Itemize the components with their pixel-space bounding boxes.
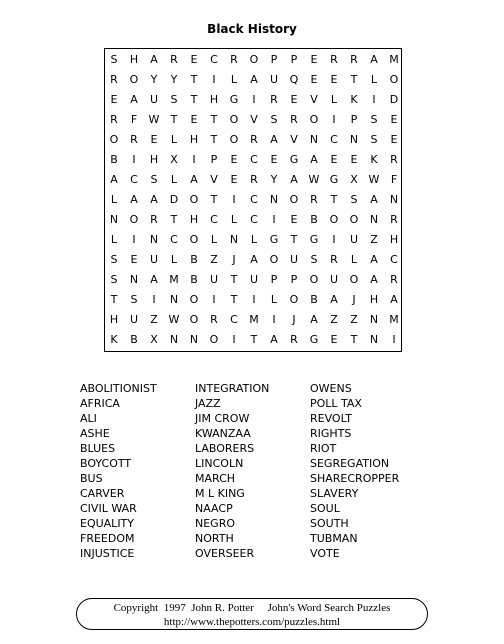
grid-letter: T: [190, 93, 198, 106]
grid-letter: E: [290, 93, 298, 106]
grid-row: [105, 250, 401, 270]
grid-letter: C: [230, 313, 238, 326]
grid-letter: R: [210, 313, 218, 326]
grid-letter: I: [152, 293, 156, 306]
grid-letter: Y: [150, 73, 158, 86]
grid-letter: N: [389, 193, 399, 206]
grid-letter: N: [109, 213, 119, 226]
grid-letter: T: [210, 133, 218, 146]
grid-letter: C: [210, 53, 218, 66]
grid-letter: B: [190, 253, 198, 266]
grid-row: [105, 130, 401, 150]
grid-letter: X: [150, 333, 158, 346]
word-item: KWANZAA: [195, 427, 251, 440]
grid-letter: F: [390, 173, 398, 186]
word-item: BUS: [80, 472, 103, 485]
grid-letter: H: [189, 213, 199, 226]
grid-letter: S: [170, 93, 178, 106]
grid-letter: P: [290, 273, 298, 286]
grid-letter: C: [130, 173, 138, 186]
grid-letter: B: [130, 333, 138, 346]
grid-letter: U: [149, 93, 159, 106]
word-item: BOYCOTT: [80, 457, 132, 470]
grid-letter: I: [332, 113, 336, 126]
grid-letter: H: [209, 93, 219, 106]
grid-letter: G: [269, 233, 279, 246]
grid-letter: R: [330, 53, 338, 66]
grid-letter: R: [350, 53, 358, 66]
word-item: RIGHTS: [310, 427, 352, 440]
grid-letter: M: [389, 53, 399, 66]
word-item: NEGRO: [195, 517, 236, 530]
grid-row: [105, 270, 401, 290]
grid-letter: U: [349, 233, 359, 246]
word-column: [310, 381, 399, 561]
grid-letter: U: [269, 73, 279, 86]
word-item: SOUTH: [310, 517, 349, 530]
grid-letter: A: [370, 193, 378, 206]
grid-letter: X: [350, 173, 358, 186]
grid-letter: T: [330, 193, 338, 206]
grid-row: [105, 50, 401, 70]
grid-letter: G: [309, 233, 319, 246]
grid-letter: H: [389, 233, 399, 246]
grid-letter: I: [392, 333, 396, 346]
grid-letter: T: [350, 333, 358, 346]
grid-letter: T: [230, 293, 238, 306]
word-item: SOUL: [310, 502, 340, 515]
grid-letter: I: [252, 293, 256, 306]
grid-letter: V: [310, 93, 318, 106]
word-item: JAZZ: [195, 397, 221, 410]
grid-letter: K: [350, 93, 358, 106]
grid-letter: L: [230, 73, 238, 86]
grid-letter: H: [149, 153, 159, 166]
grid-letter: A: [310, 153, 318, 166]
grid-letter: T: [290, 233, 298, 246]
grid-letter: N: [129, 273, 139, 286]
grid-letter: L: [170, 133, 178, 146]
word-item: INJUSTICE: [80, 547, 135, 560]
grid-letter: I: [212, 73, 216, 86]
grid-letter: I: [272, 213, 276, 226]
grid-letter: O: [249, 53, 259, 66]
grid-letter: B: [310, 213, 318, 226]
grid-letter: A: [130, 193, 138, 206]
grid-letter: R: [290, 333, 298, 346]
footer-box: [76, 598, 428, 630]
grid-letter: S: [130, 293, 138, 306]
grid-letter: Z: [330, 313, 338, 326]
grid-letter: S: [310, 253, 318, 266]
grid-row: [105, 310, 401, 330]
grid-letter: E: [290, 213, 298, 226]
letter-grid: [104, 48, 402, 352]
grid-letter: L: [170, 253, 178, 266]
grid-letter: G: [329, 173, 339, 186]
grid-letter: I: [232, 333, 236, 346]
grid-letter: T: [350, 73, 358, 86]
grid-letter: R: [250, 133, 258, 146]
grid-letter: L: [330, 93, 338, 106]
grid-row: [105, 90, 401, 110]
grid-letter: G: [309, 333, 319, 346]
grid-letter: T: [210, 113, 218, 126]
grid-letter: Y: [170, 73, 178, 86]
grid-letter: O: [329, 213, 339, 226]
word-item: LINCOLN: [195, 457, 244, 470]
word-item: MARCH: [195, 472, 236, 485]
grid-letter: E: [230, 153, 238, 166]
grid-letter: U: [289, 253, 299, 266]
grid-letter: L: [250, 233, 258, 246]
grid-letter: A: [190, 173, 198, 186]
grid-letter: R: [310, 193, 318, 206]
grid-letter: V: [210, 173, 218, 186]
grid-letter: E: [330, 73, 338, 86]
grid-letter: M: [249, 313, 259, 326]
grid-letter: I: [252, 93, 256, 106]
grid-letter: O: [309, 113, 319, 126]
grid-letter: W: [168, 313, 180, 326]
grid-letter: J: [232, 253, 236, 266]
grid-letter: O: [109, 133, 119, 146]
word-item: VOTE: [310, 547, 340, 560]
grid-letter: B: [110, 153, 118, 166]
grid-row: [105, 210, 401, 230]
grid-letter: Y: [270, 173, 278, 186]
grid-letter: H: [129, 53, 139, 66]
grid-letter: K: [370, 153, 378, 166]
grid-letter: C: [390, 253, 398, 266]
grid-letter: O: [129, 73, 139, 86]
grid-letter: L: [230, 213, 238, 226]
grid-letter: I: [272, 313, 276, 326]
grid-letter: C: [250, 193, 258, 206]
grid-letter: E: [310, 53, 318, 66]
grid-letter: R: [250, 173, 258, 186]
grid-letter: K: [110, 333, 118, 346]
grid-letter: R: [390, 213, 398, 226]
grid-letter: O: [189, 313, 199, 326]
grid-letter: Z: [350, 313, 358, 326]
word-item: SEGREGATION: [310, 457, 390, 470]
grid-letter: M: [169, 273, 179, 286]
grid-letter: P: [350, 113, 358, 126]
grid-letter: A: [250, 73, 258, 86]
grid-letter: S: [370, 133, 378, 146]
grid-letter: I: [132, 233, 136, 246]
grid-letter: P: [270, 273, 278, 286]
grid-letter: W: [308, 173, 320, 186]
grid-letter: A: [370, 253, 378, 266]
grid-letter: A: [370, 53, 378, 66]
grid-letter: T: [190, 73, 198, 86]
grid-letter: U: [149, 253, 159, 266]
grid-letter: A: [290, 173, 298, 186]
grid-letter: R: [390, 273, 398, 286]
grid-letter: A: [390, 293, 398, 306]
grid-letter: A: [270, 133, 278, 146]
grid-letter: S: [110, 273, 118, 286]
grid-letter: U: [249, 273, 259, 286]
grid-letter: O: [129, 213, 139, 226]
grid-letter: P: [270, 53, 278, 66]
grid-letter: Z: [210, 253, 218, 266]
grid-letter: C: [170, 233, 178, 246]
grid-letter: P: [210, 153, 218, 166]
grid-letter: O: [289, 293, 299, 306]
grid-letter: I: [332, 233, 336, 246]
grid-letter: W: [368, 173, 380, 186]
grid-letter: A: [310, 313, 318, 326]
grid-letter: L: [350, 253, 358, 266]
grid-letter: I: [132, 153, 136, 166]
grid-letter: O: [229, 113, 239, 126]
grid-row: [105, 230, 401, 250]
grid-letter: S: [370, 113, 378, 126]
grid-letter: E: [350, 153, 358, 166]
grid-letter: E: [390, 113, 398, 126]
grid-letter: M: [389, 313, 399, 326]
word-item: NORTH: [195, 532, 234, 545]
word-item: AFRICA: [80, 397, 120, 410]
grid-letter: A: [150, 53, 158, 66]
grid-letter: N: [369, 313, 379, 326]
grid-letter: A: [330, 293, 338, 306]
grid-letter: O: [189, 293, 199, 306]
word-item: LABORERS: [195, 442, 255, 455]
grid-row: [105, 190, 401, 210]
grid-letter: I: [212, 293, 216, 306]
grid-letter: R: [110, 73, 118, 86]
grid-letter: R: [230, 53, 238, 66]
word-item: EQUALITY: [80, 517, 134, 530]
grid-letter: E: [110, 93, 118, 106]
grid-letter: E: [150, 133, 158, 146]
grid-letter: S: [270, 113, 278, 126]
grid-letter: R: [330, 253, 338, 266]
grid-letter: O: [349, 213, 359, 226]
word-item: CARVER: [80, 487, 125, 500]
grid-letter: C: [250, 213, 258, 226]
grid-letter: Z: [150, 313, 158, 326]
grid-letter: A: [110, 173, 118, 186]
grid-letter: N: [349, 133, 359, 146]
grid-letter: O: [349, 273, 359, 286]
word-item: FREEDOM: [80, 532, 135, 545]
word-item: OVERSEER: [195, 547, 255, 560]
grid-letter: O: [189, 233, 199, 246]
word-item: OWENS: [310, 382, 352, 395]
grid-letter: H: [109, 313, 119, 326]
grid-letter: E: [390, 133, 398, 146]
grid-letter: N: [269, 193, 279, 206]
word-item: SHARECROPPER: [310, 472, 400, 485]
word-item: RIOT: [310, 442, 337, 455]
word-column: [80, 381, 157, 561]
grid-letter: E: [190, 53, 198, 66]
grid-letter: Q: [289, 73, 299, 86]
grid-letter: S: [110, 53, 118, 66]
grid-letter: T: [230, 273, 238, 286]
grid-letter: N: [189, 333, 199, 346]
grid-letter: A: [150, 273, 158, 286]
grid-letter: N: [309, 133, 319, 146]
grid-letter: D: [169, 193, 179, 206]
grid-letter: D: [389, 93, 399, 106]
grid-letter: T: [250, 333, 258, 346]
word-item: JIM CROW: [195, 412, 250, 425]
website-url: http://www.thepotters.com/puzzles.html: [163, 616, 341, 628]
grid-row: [105, 290, 401, 310]
grid-letter: T: [170, 113, 178, 126]
grid-letter: N: [369, 333, 379, 346]
grid-letter: J: [352, 293, 356, 306]
grid-letter: T: [170, 213, 178, 226]
word-item: SLAVERY: [310, 487, 359, 500]
grid-letter: N: [229, 233, 239, 246]
word-item: TUBMAN: [310, 532, 358, 545]
grid-letter: V: [250, 113, 258, 126]
grid-letter: L: [210, 233, 218, 246]
grid-letter: G: [229, 93, 239, 106]
copyright-text: Copyright 1997 John R. Potter John's Word Search Puzzles: [113, 602, 391, 614]
word-item: ASHE: [80, 427, 110, 440]
grid-letter: O: [289, 193, 299, 206]
grid-letter: I: [192, 153, 196, 166]
grid-letter: R: [390, 153, 398, 166]
grid-letter: O: [209, 333, 219, 346]
grid-letter: S: [350, 193, 358, 206]
grid-letter: N: [369, 213, 379, 226]
grid-letter: L: [110, 233, 118, 246]
grid-letter: O: [229, 133, 239, 146]
grid-letter: L: [110, 193, 118, 206]
grid-letter: A: [270, 333, 278, 346]
grid-letter: H: [189, 133, 199, 146]
grid-letter: O: [189, 193, 199, 206]
grid-letter: N: [169, 293, 179, 306]
grid-letter: S: [150, 173, 158, 186]
word-item: ABOLITIONIST: [80, 382, 157, 395]
grid-letter: X: [170, 153, 178, 166]
grid-letter: B: [190, 273, 198, 286]
grid-letter: O: [389, 73, 399, 86]
grid-letter: I: [232, 193, 236, 206]
grid-row: [105, 170, 401, 190]
grid-letter: R: [270, 93, 278, 106]
grid-letter: B: [310, 293, 318, 306]
word-item: CIVIL WAR: [80, 502, 137, 515]
grid-letter: L: [370, 73, 378, 86]
grid-letter: W: [148, 113, 160, 126]
puzzle-title: Black History: [207, 22, 297, 36]
grid-letter: U: [129, 313, 139, 326]
word-item: NAACP: [195, 502, 233, 515]
grid-row: [105, 70, 401, 90]
grid-letter: F: [130, 113, 138, 126]
grid-letter: R: [290, 113, 298, 126]
grid-letter: A: [130, 93, 138, 106]
grid-letter: E: [310, 73, 318, 86]
word-item: BLUES: [80, 442, 116, 455]
grid-letter: Z: [370, 233, 378, 246]
grid-letter: J: [292, 313, 296, 326]
grid-letter: H: [369, 293, 379, 306]
grid-letter: U: [329, 273, 339, 286]
grid-letter: R: [110, 113, 118, 126]
word-item: REVOLT: [310, 412, 352, 425]
grid-letter: A: [370, 273, 378, 286]
grid-letter: C: [250, 153, 258, 166]
word-column: [195, 381, 269, 561]
grid-letter: E: [190, 113, 198, 126]
grid-letter: I: [372, 93, 376, 106]
grid-letter: N: [149, 233, 159, 246]
grid-letter: R: [130, 133, 138, 146]
grid-letter: L: [270, 293, 278, 306]
grid-letter: A: [150, 193, 158, 206]
grid-letter: G: [289, 153, 299, 166]
grid-letter: U: [209, 273, 219, 286]
grid-row: [105, 110, 401, 130]
grid-letter: E: [270, 153, 278, 166]
grid-letter: T: [110, 293, 118, 306]
grid-letter: P: [290, 53, 298, 66]
grid-letter: V: [290, 133, 298, 146]
grid-letter: T: [210, 193, 218, 206]
word-item: ALI: [80, 412, 97, 425]
grid-letter: R: [150, 213, 158, 226]
grid-letter: E: [230, 173, 238, 186]
grid-letter: C: [210, 213, 218, 226]
grid-letter: C: [330, 133, 338, 146]
grid-letter: R: [170, 53, 178, 66]
grid-letter: O: [269, 253, 279, 266]
grid-letter: E: [330, 333, 338, 346]
grid-row: [105, 330, 401, 350]
grid-letter: S: [110, 253, 118, 266]
word-item: INTEGRATION: [195, 382, 270, 395]
grid-letter: E: [330, 153, 338, 166]
grid-row: [105, 150, 401, 170]
grid-letter: A: [250, 253, 258, 266]
grid-letter: O: [309, 273, 319, 286]
word-item: M L KING: [195, 487, 245, 500]
grid-letter: N: [169, 333, 179, 346]
grid-letter: E: [130, 253, 138, 266]
word-item: POLL TAX: [310, 397, 362, 410]
grid-letter: L: [170, 173, 178, 186]
